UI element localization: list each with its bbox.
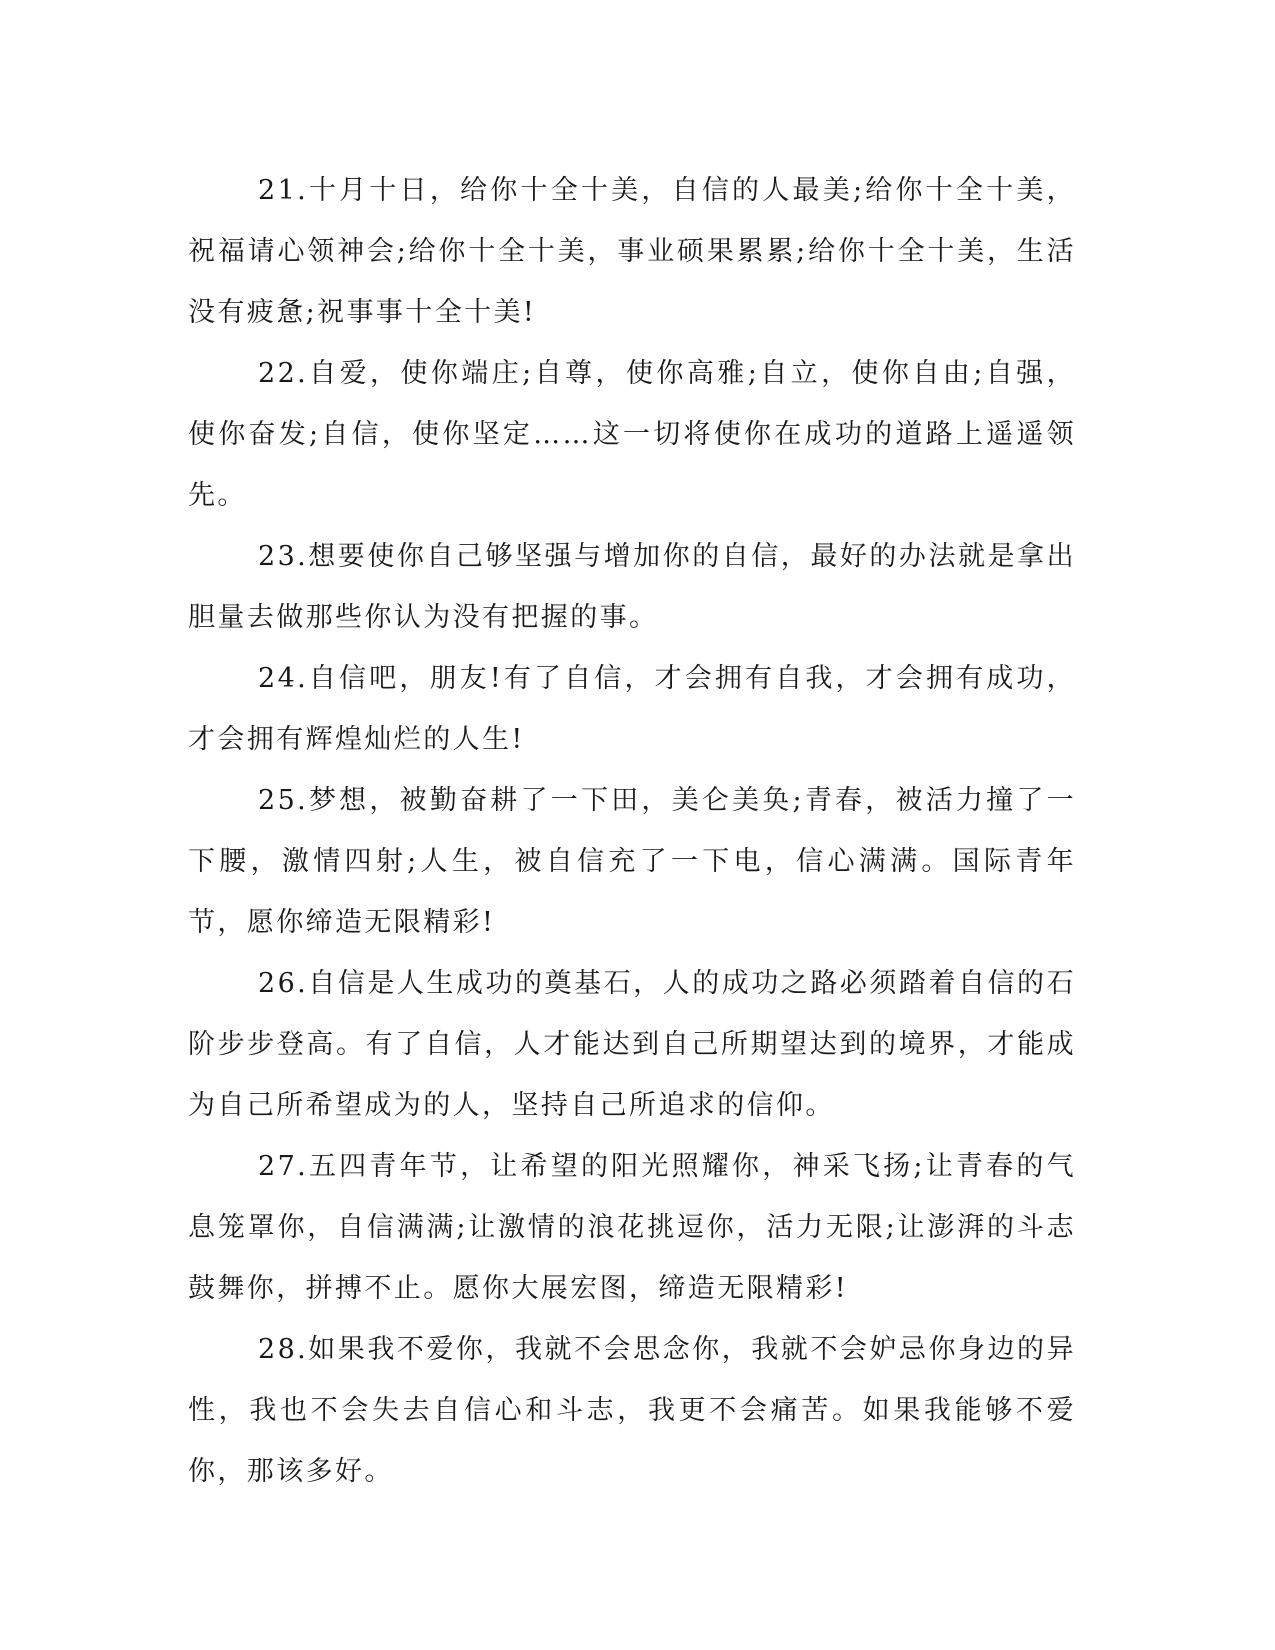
- document-body: [188, 160, 1076, 1502]
- paragraph-26: 26.自信是人生成功的奠基石，人的成功之路必须踏着自信的石阶步步登高。有了自信，人才能达到自己所期望达到的境界，才能成为自己所希望成为的人，坚持自己所追求的信仰。: [188, 968, 1076, 1121]
- paragraph-28: 28.如果我不爱你，我就不会思念你，我就不会妒忌你身边的异性，我也不会失去自信心和斗志，我更不会痛苦。如果我能够不爱你，那该多好。: [188, 1334, 1076, 1487]
- paragraph-27: 27.五四青年节，让希望的阳光照耀你，神采飞扬;让青春的气息笼罩你，自信满满;让激情的浪花挑逗你，活力无限;让澎湃的斗志鼓舞你，拼搏不止。愿你大展宏图，缔造无限精彩!: [188, 1151, 1076, 1304]
- paragraph-23: 23.想要使你自己够坚强与增加你的自信，最好的办法就是拿出胆量去做那些你认为没有把握的事。: [188, 541, 1076, 633]
- paragraph-24: 24.自信吧，朋友!有了自信，才会拥有自我，才会拥有成功，才会拥有辉煌灿烂的人生!: [188, 663, 1076, 755]
- paragraph-25: 25.梦想，被勤奋耕了一下田，美仑美奂;青春，被活力撞了一下腰，激情四射;人生，被自信充了一下电，信心满满。国际青年节，愿你缔造无限精彩!: [188, 785, 1076, 938]
- paragraph-22: 22.自爱，使你端庄;自尊，使你高雅;自立，使你自由;自强，使你奋发;自信，使你坚定……这一切将使你在成功的道路上遥遥领先。: [188, 358, 1076, 511]
- paragraph-21: 21.十月十日，给你十全十美，自信的人最美;给你十全十美，祝福请心领神会;给你十全十美，事业硕果累累;给你十全十美，生活没有疲惫;祝事事十全十美!: [188, 175, 1076, 328]
